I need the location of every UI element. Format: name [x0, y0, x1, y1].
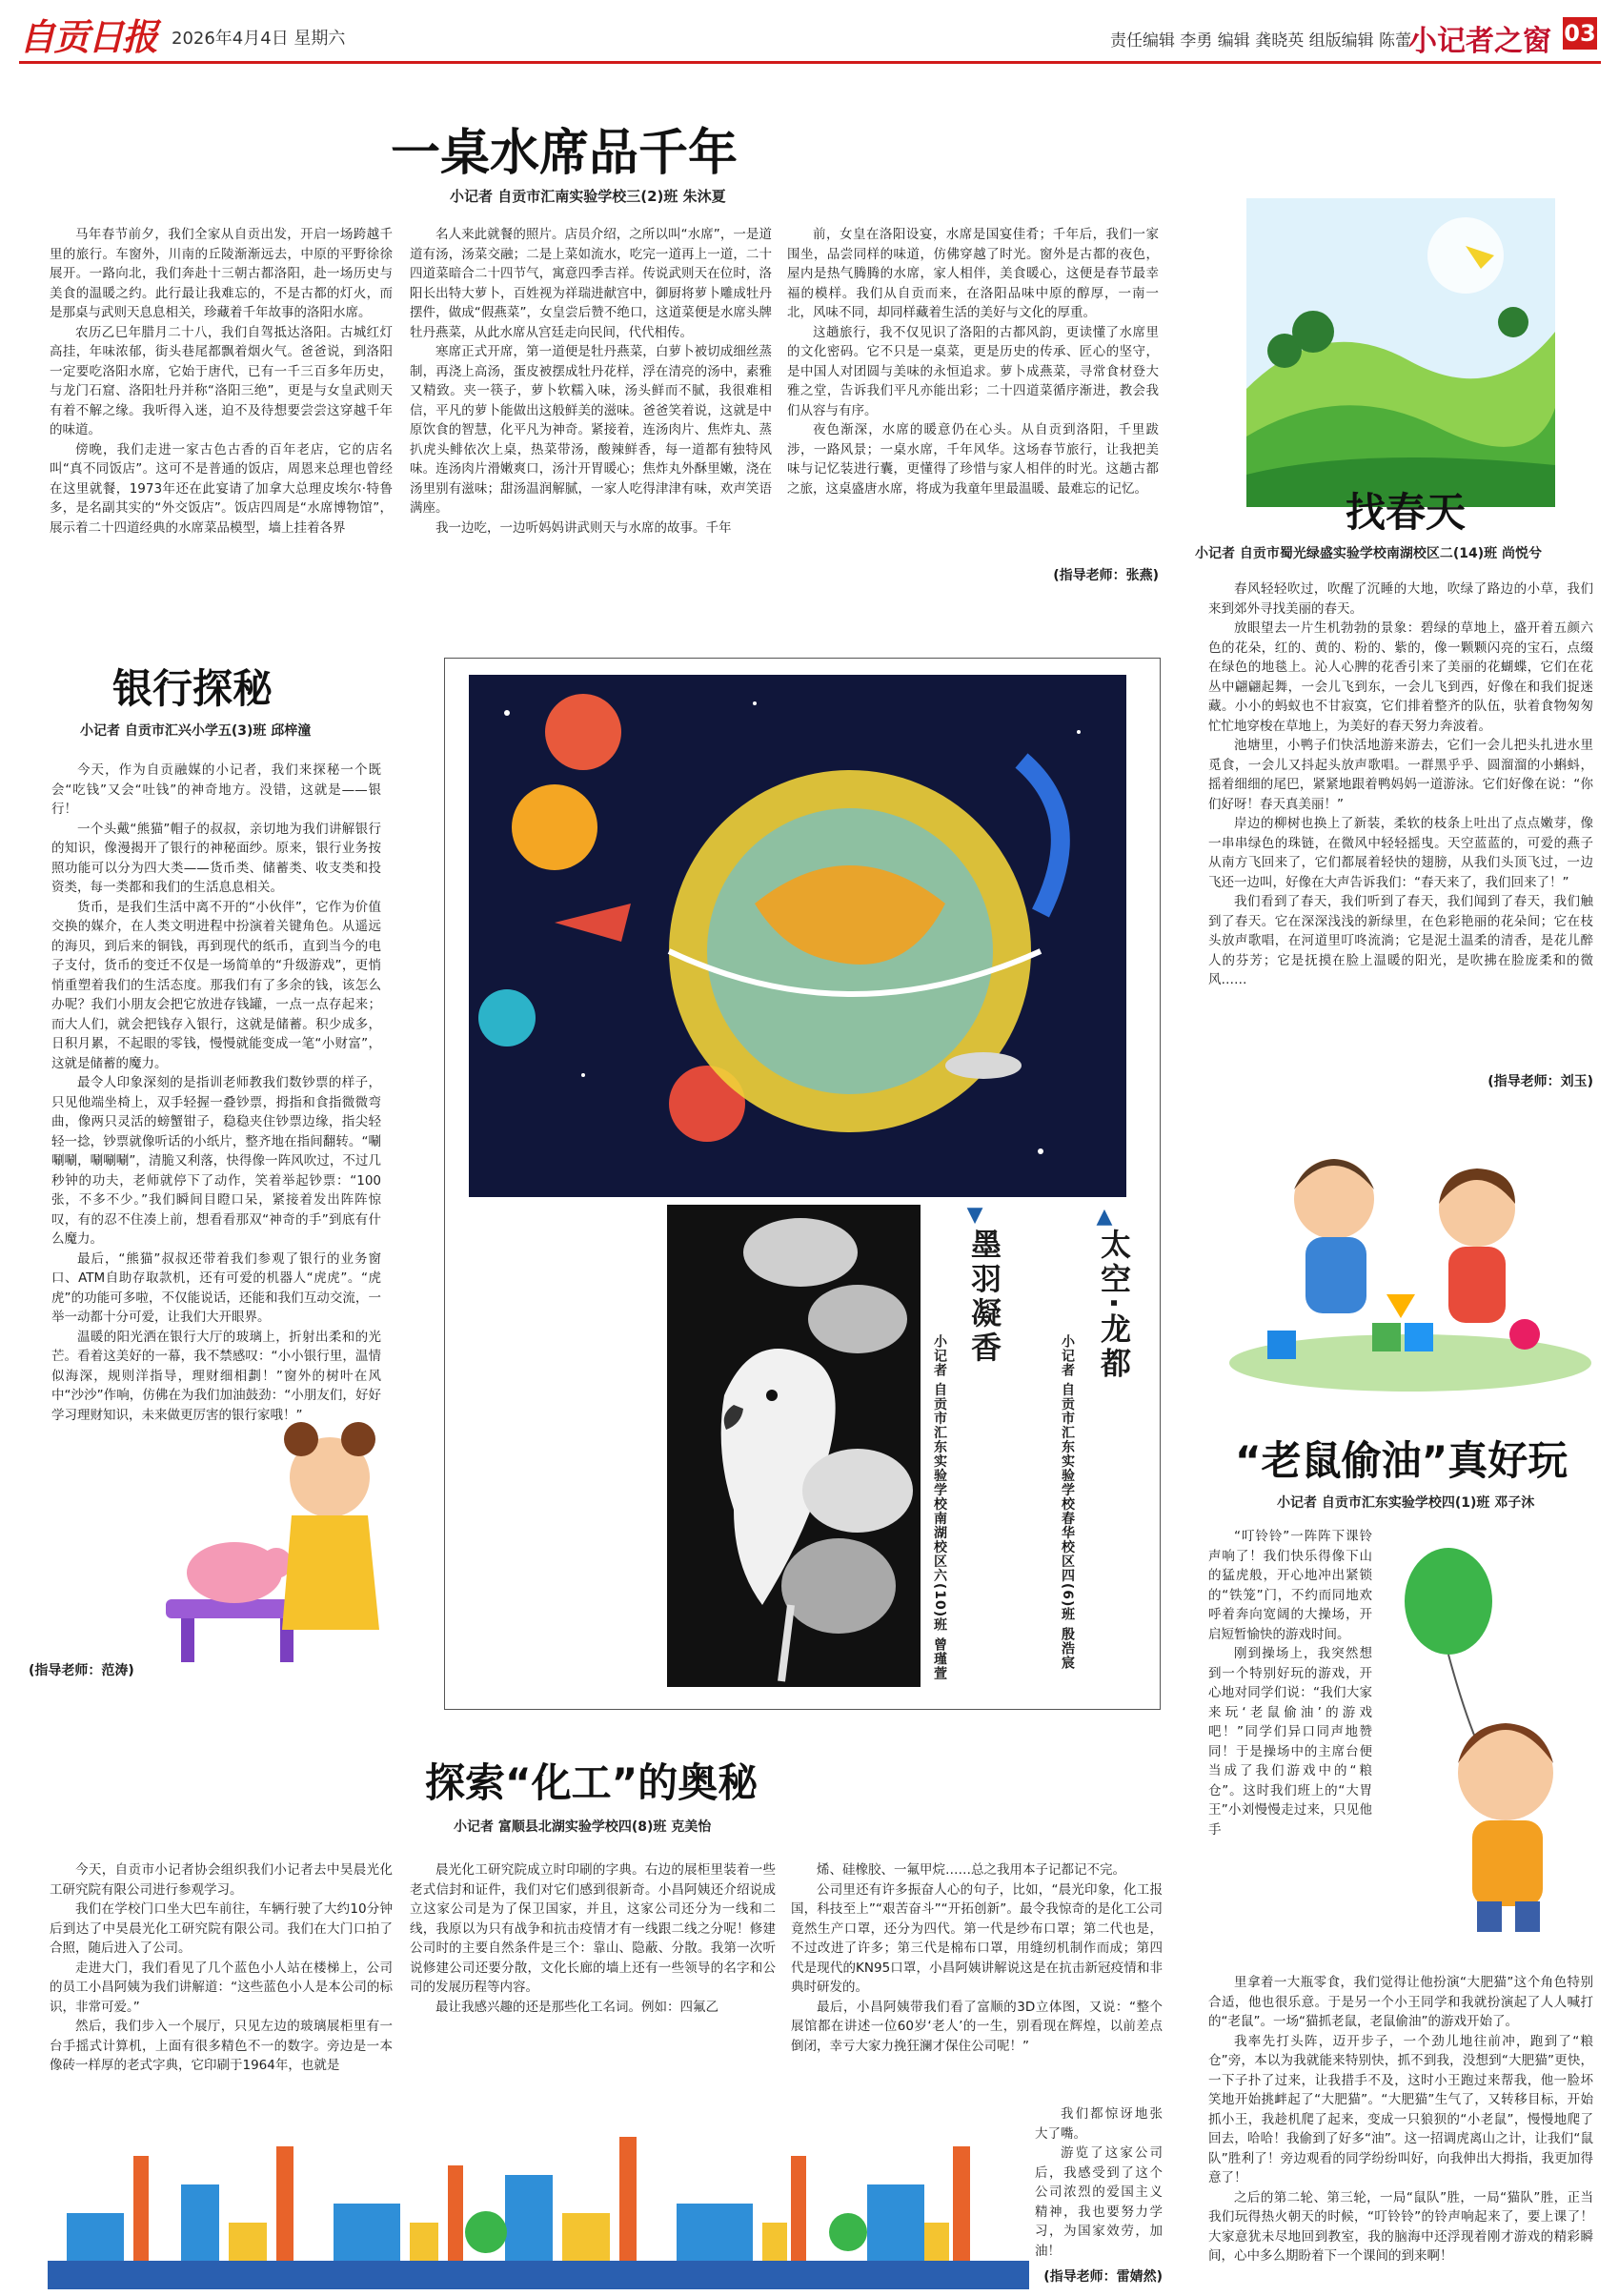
- article-paragraph: 池塘里，小鸭子们快活地游来游去，它们一会儿把头扎进水里觅食，一会儿又抖起头放声歌唱。一群黑乎乎、圆溜溜的小蝌蚪，摇着细细的尾巴，紧紧地跟着鸭妈妈一道游泳。它们好像在说：“你们好呀！春天真美丽！”: [1208, 738, 1593, 812]
- article-paragraph: 刚到操场上，我突然想到一个特别好玩的游戏，开心地对同学们说：“我们大家来玩‘老鼠偷油’的游戏吧！”同学们异口同声地赞同！于是操场中的主席台便当成了我们游戏中的“粮仓”。这时我们班上的“大胃王”小刘慢慢走过来，只见他手: [1208, 1646, 1372, 1838]
- article-column: [791, 1860, 1163, 2106]
- article-byline: 小记者 自贡市汇东实验学校四(1)班 邓子沐: [1277, 1495, 1535, 1511]
- article-byline: 小记者 自贡市汇兴小学五(3)班 邱梓潼: [80, 723, 312, 739]
- article-title: “老鼠偷油”真好玩: [1235, 1437, 1568, 1484]
- artwork-title-space-dragon: ▲ 太空·龙都: [1092, 1205, 1117, 1381]
- spring-illustration: [1246, 198, 1555, 507]
- article-column: [787, 225, 1159, 618]
- article-paragraph: 然后，我们步入一个展厅，只见左边的玻璃展柜里有一台手摇式计算机，上面有很多精色不一的数字。旁边是一本像砖一样厚的老式字典，它印刷于1964年，也就是: [50, 2019, 393, 2073]
- triangle-marker-icon: ▲: [966, 1205, 983, 1229]
- article-byline: 小记者 富顺县北湖实验学校四(8)班 克美怡: [454, 1819, 712, 1835]
- article-column: [1208, 1973, 1593, 2283]
- article-column: [1208, 1527, 1372, 1970]
- masthead-rule: [19, 61, 1601, 64]
- article-byline: 小记者 自贡市蜀光绿盛实验学校南湖校区二(14)班 尚悦兮: [1195, 546, 1543, 561]
- article-paragraph: 春风轻轻吹过，吹醒了沉睡的大地，吹绿了路边的小草，我们来到郊外寻找美丽的春天。: [1208, 581, 1593, 617]
- article-title: 找春天: [1346, 489, 1467, 536]
- girl-piggy-bank-illustration: [158, 1411, 387, 1666]
- article-paragraph: 放眼望去一片生机勃勃的景象：碧绿的草地上，盛开着五颜六色的花朵，红的、黄的、粉的、紫的，像一颗颗闪亮的宝石，点缀在绿色的地毯上。沁人心脾的花香引来了美丽的花蝴蝶，它们在花丛中翩翩起舞，一会儿飞到东，一会儿飞到西，好像在和我们捉迷藏。小小的蚂蚁也不甘寂寞，它们排着整齐的队伍，驮着食物匆匆忙忙地穿梭在草地上，为美好的春天努力奔波着。: [1208, 620, 1593, 734]
- article-column: [410, 1860, 776, 2118]
- article-column: [1208, 579, 1593, 1077]
- newspaper-logo: 自贡日报: [19, 15, 157, 58]
- article-column: [51, 761, 381, 1423]
- article-paragraph: 走进大门，我们看见了几个蓝色小人站在楼梯上，公司的员工小昌阿姨为我们讲解道：“这些蓝色小人是本公司的标识，非常可爱。”: [50, 1960, 393, 2015]
- article-paragraph: 之后的第二轮、第三轮，一局“鼠队”胜，一局“猫队”胜，正当我们玩得热火朝天的时候，“叮铃铃”的铃声响起来了，要上课了！大家意犹未尽地回到教室，我的脑海中还浮现着刚才游戏的精彩瞬间，心中多么期盼着下一个课间的到来啊！: [1208, 2189, 1593, 2264]
- artwork-title-ink-parrot: ▲ 墨羽凝香: [962, 1205, 987, 1366]
- article-paragraph: “叮铃铃”一阵阵下课铃声响了！我们快乐得像下山的猛虎般，开心地冲出紧锁的“铁笼”门，不约而同地欢呼着奔向宽阔的大操场，开启短暂愉快的游戏时间。: [1208, 1529, 1372, 1642]
- article-paragraph: 名人来此就餐的照片。店员介绍，之所以叫“水席”，一是道道有汤，汤菜交融；二是上菜如流水，吃完一道再上一道，二十四道菜暗合二十四节气，寓意四季吉祥。传说武则天在位时，洛阳长出特大萝卜，百姓视为祥瑞进献宫中，御厨将萝卜雕成牡丹摆件，做成“假燕菜”，女皇尝后赞不绝口，这道菜便是水席头牌牡丹燕菜，从此水席从宫廷走向民间，代代相传。: [410, 227, 772, 340]
- mentor-credit: (指导老师：范涛): [29, 1663, 134, 1678]
- article-title: 探索“化工”的奥秘: [425, 1759, 759, 1806]
- boy-with-balloon-illustration: [1382, 1534, 1591, 1935]
- article-paragraph: 公司里还有许多振奋人心的句子，比如，“晨光印象，化工报国，科技至上”“艰苦奋斗”“开拓创新”。最令我惊奇的是化工公司竟然生产口罩，还分为四代。第一代是纱布口罩；第二代也是，不过改进了许多；第三代是棉布口罩，用缝纫机制作而成；第四代是现代的KN95口罩，小昌阿姨讲解说这是在抗击新冠疫情和非典时研发的。: [791, 1881, 1163, 1995]
- article-paragraph: 我一边吃，一边听妈妈讲武则天与水席的故事。千年: [435, 519, 732, 536]
- factory-skyline-illustration: [48, 2118, 1029, 2289]
- page-number: 03: [1563, 17, 1597, 50]
- article-paragraph: 傍晚，我们走进一家古色古香的百年老店，它的店名叫“真不同饭店”。这可不是普通的饭店，周恩来总理也曾经在这里就餐，1973年还在此宴请了加拿大总理皮埃尔·特鲁多，是名副其实的“外交饭店”。饭店四周是“水席博物馆”，展示着二十四道经典的水席菜品模型，墙上挂着各界: [50, 441, 393, 536]
- article-paragraph: 最令人印象深刻的是指训老师教我们数钞票的样子，只见他端坐椅上，双手轻握一叠钞票，拇指和食指微微弯曲，像两只灵活的螃蟹钳子，稳稳夹住钞票边缘，指尖轻轻一捻，钞票就像听话的小纸片，整齐地在指间翻转。“唰唰唰，唰唰唰”，清脆又利落，快得像一阵风吹过，不过几秒钟的功夫，老师就停下了动作，笑着举起钞票：“100张，不多不少。”我们瞬间目瞪口呆，紧接着发出阵阵惊叹，有的忍不住凑上前，想看看那双“神奇的手”到底有什么魔力。: [51, 1075, 381, 1247]
- article-paragraph: 岸边的柳树也换上了新装，柔软的枝条上吐出了点点嫩芽，像一串串绿色的珠链，在微风中轻轻摇曳。天空蓝蓝的，可爱的燕子从南方飞回来了，它们都展着轻快的翅膀，从我们头顶飞过，一边飞还一边叫，好像在大声告诉我们：“春天来了，我们回来了！”: [1208, 816, 1593, 890]
- article-paragraph: 寒席正式开席，第一道便是牡丹燕菜，白萝卜被切成细丝蒸制，再浇上高汤，蛋皮被摆成牡丹花样，浮在清亮的汤中，素雅又精致。夹一筷子，萝卜软糯入味，汤头鲜而不腻，我很难相信，平凡的萝卜能做出这般鲜美的滋味。爸爸笑着说，这就是中原饮食的智慧，化平凡为神奇。紧接着，连汤肉片、焦炸丸、蒸扒虎头鲱依次上桌，热菜带汤，酸辣鲜香，每一道都有独特风味。连汤肉片滑嫩爽口，汤汁开胃暖心；焦炸丸外酥里嫩，浇在汤里别有滋味；甜汤温润解腻，一家人吃得津津有味，欢声笑语满座。: [410, 344, 772, 516]
- article-paragraph: 最后，“熊猫”叔叔还带着我们参观了银行的业务窗口、ATM自助存取款机，还有可爱的机器人“虎虎”。“虎虎”的功能可多啦，不仅能说话，还能和我们互动交流，一举一动都十分可爱，让我们大开眼界。: [51, 1250, 381, 1325]
- article-paragraph: 前，女皇在洛阳设宴，水席是国宴佳肴；千年后，我们一家围坐，品尝同样的味道，仿佛穿越了时光。窗外是古都的夜色，屋内是热气腾腾的水席，家人相伴，美食暖心，这便是春节最幸福的模样。我们从自贡而来，在洛阳品味中原的醇厚，一南一北，风味不同，却同样藏着生活的美好与文化的厚重。: [787, 227, 1159, 320]
- article-paragraph: 夜色渐深，水席的暖意仍在心头。从自贡到洛阳，千里跋涉，一路风景；一桌水席，千年风华。这场春节旅行，让我把美味与记忆装进行囊，更懂得了珍惜与家人相伴的时光。这趟古都之旅，这桌盛唐水席，将成为我童年里最温暖、最难忘的记忆。: [787, 422, 1159, 497]
- article-paragraph: 我们在学校门口坐大巴车前往，车辆行驶了大约10分钟后到达了中昊晨光化工研究院有限公司。我们在大门口拍了合照，随后进入了公司。: [50, 1901, 393, 1956]
- article-paragraph: 农历乙巳年腊月二十八，我们自驾抵达洛阳。古城红灯高挂，年味浓郁，街头巷尾都飘着烟火气。爸爸说，到洛阳一定要吃洛阳水席，它始于唐代，已有一千三百多年历史，与龙门石窟、洛阳牡丹并称“洛阳三绝”，更是与女皇武则天有着不解之缘。我听得入迷，迫不及待想要尝尝这穿越千年的味道。: [50, 324, 393, 437]
- article-title: 一桌水席品千年: [391, 125, 739, 182]
- article-byline: 小记者 自贡市汇南实验学校三(2)班 朱沐夏: [450, 188, 726, 205]
- mentor-credit: (指导老师：张燕): [1053, 568, 1159, 583]
- editor-credits: 责任编辑 李勇 编辑 龚晓英 组版编辑 陈蕾: [1110, 31, 1412, 51]
- article-column: [1035, 2104, 1163, 2266]
- cockatoo-ink-painting: [667, 1205, 921, 1687]
- article-paragraph: 我们看到了春天，我们听到了春天，我们闻到了春天，我们触到了春天。它在深深浅浅的新绿里，在色彩艳丽的花朵间；它在枝头放声歌唱，在河道里叮咚流淌；它是泥土温柔的清香，是花儿醉人的芬芳；它是抚摸在脸上温暖的阳光，是吹拂在脸庞柔和的微风……: [1208, 894, 1593, 987]
- kids-playing-illustration: [1229, 1113, 1591, 1392]
- article-paragraph: 温暖的阳光洒在银行大厅的玻璃上，折射出柔和的光芒。看着这美好的一幕，我不禁感叹：“小小银行里，温情似海深，规则洋指导，理财细相劃！”窗外的树叶在风中“沙沙”作响，仿佛在为我们加油鼓劲：“小朋友们，好好学习理财知识，未来做更厉害的银行家哦！”: [51, 1329, 381, 1423]
- article-paragraph: 今天，自贡市小记者协会组织我们小记者去中昊晨光化工研究院有限公司进行参观学习。: [50, 1862, 393, 1898]
- article-title: 银行探秘: [112, 665, 273, 712]
- mentor-credit: (指导老师：刘玉): [1487, 1074, 1593, 1089]
- article-paragraph: 烯、硅橡胶、一氟甲烷……总之我用本子记都记不完。: [817, 1862, 1125, 1878]
- article-paragraph: 一个头戴“熊猫”帽子的叔叔，亲切地为我们讲解银行的知识，像漫揭开了银行的神秘面纱。原来，银行业务按照功能可以分为四大类——货币类、储蓄类、收支类和投资类，每一类都和我们的生活息息相关。: [51, 821, 381, 895]
- article-paragraph: 里拿着一大瓶零食，我们觉得让他扮演“大肥猫”这个角色特别合适，他也很乐意。于是另一个小王同学和我就扮演起了人人喊打的“老鼠”。一场“猫抓老鼠，老鼠偷油”的游戏开始了。: [1208, 1975, 1593, 2029]
- article-paragraph: 今天，作为自贡融媒的小记者，我们来探秘一个既会“吃钱”又会“吐钱”的神奇地方。没错，这就是——银行！: [51, 762, 381, 817]
- article-column: [50, 225, 393, 618]
- triangle-marker-icon: ▲: [1096, 1205, 1113, 1229]
- article-paragraph: 我们都惊讶地张大了嘴。: [1035, 2106, 1163, 2142]
- space-dragon-painting: [469, 675, 1126, 1197]
- artwork-byline: 小记者 自贡市汇东实验学校南湖校区六(10)班 曾瑾萱: [932, 1334, 947, 1681]
- mentor-credit: (指导老师：雷婧然): [1043, 2269, 1163, 2285]
- article-paragraph: 游览了这家公司后，我感受到了这个公司浓烈的爱国主义精神，我也要努力学习，为国家效劳，加油！: [1035, 2145, 1163, 2259]
- issue-date: 2026年4月4日 星期六: [172, 29, 346, 49]
- article-column: [410, 225, 772, 618]
- article-column: [50, 1860, 393, 2118]
- article-paragraph: 我率先打头阵，迈开步子，一个劲儿地往前冲，跑到了“粮仓”旁，本以为我就能来特别快，抓不到我，没想到“大肥猫”更快，一下子扑了过来，让我措手不及，这时小王跑过来帮我，他一脸坏笑地开始挑衅起了“大肥猫”。“大肥猫”生气了，又转移目标，开始抓小王，我趁机爬了起来，变成一只狼狈的“小老鼠”，慢慢地爬了回去，哈哈！我偷到了好多“油”。这一招调虎离山之计，让我们“鼠队”胜利了！旁边观看的同学纷纷叫好，向我伸出大拇指，我更加得意了！: [1208, 2033, 1593, 2185]
- article-paragraph: 最后，小昌阿姨带我们看了富顺的3D立体图，又说：“整个展馆都在讲述一位60岁‘老人’的一生，别看现在辉煌，以前差点倒闭，幸亏大家力挽狂澜才保住公司呢！”: [791, 1999, 1163, 2054]
- article-paragraph: 这趟旅行，我不仅见识了洛阳的古都风韵，更读懂了水席里的文化密码。它不只是一桌菜，更是历史的传承、匠心的坚守，是中国人对团圆与美味的永恒追求。萝卜成燕菜，寻常食材登大雅之堂，告诉我们平凡亦能出彩；二十四道菜循序渐进，教会我们从容与有序。: [787, 324, 1159, 418]
- section-name: 小记者之窗: [1408, 25, 1551, 58]
- article-paragraph: 货币，是我们生活中离不开的“小伙伴”，它作为价值交换的媒介，在人类文明进程中扮演着关键角色。从遥远的海贝，到后来的铜钱，再到现代的纸币，直到当今的电子支付，货币的变迁不仅是一场简单的“升级游戏”，更悄悄重塑着我们的生活态度。那我们有了多余的钱，该怎么办呢？我们小朋友会把它放进存钱罐，一点一点存起来；而大人们，就会把钱存入银行，这就是储蓄。积少成多，日积月累，不起眼的零钱，慢慢就能变成一笔“小财富”，这就是储蓄的魔力。: [51, 899, 381, 1071]
- article-paragraph: 最让我感兴趣的还是那些化工名词。例如：四氟乙: [435, 1999, 718, 2015]
- artwork-byline: 小记者 自贡市汇东实验学校春华校区四(6)班 殷浩宸: [1060, 1334, 1075, 1671]
- article-paragraph: 晨光化工研究院成立时印刷的字典。右边的展柜里装着一些老式信封和证件，我们对它们感到很新奇。小昌阿姨还介绍说成立这家公司是为了保卫国家，并且，这家公司还分为一线和二线，我原以为只有战争和抗击疫情才有一线跟二线之分呢！修建公司时的主要自然条件是三个：靠山、隐蔽、分散。我第一次听说修建公司还要分散，文化长廊的墙上还有一些领导的名字和公司的发展历程等内容。: [410, 1862, 776, 1995]
- article-paragraph: 马年春节前夕，我们全家从自贡出发，开启一场跨越千里的旅行。车窗外，川南的丘陵渐渐远去，中原的平野徐徐展开。一路向北，我们奔赴十三朝古都洛阳，赴一场历史与美食的温暖之约。此行最让我难忘的，不是古都的灯火，而是那桌与武则天息息相关，珍藏着千年故事的洛阳水席。: [50, 227, 393, 320]
